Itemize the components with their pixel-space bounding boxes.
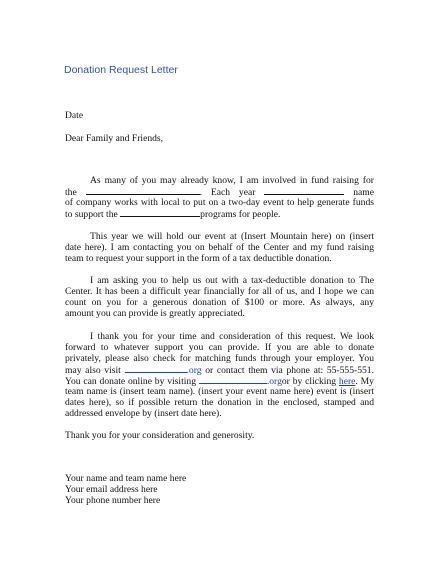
p4-line-7: dates here), so if possible return the donation in the enclosed, stamped and — [65, 397, 374, 408]
closing-thanks: Thank you for your consideration and generosity. — [65, 430, 255, 441]
p4-text-donate-online: You can donate online by visiting — [65, 376, 197, 387]
p1-line-1: As many of you may already know, I am involved in fund raising for — [90, 175, 374, 186]
p3-line-4: amount you can provide is greatly appreciated. — [65, 308, 245, 319]
p3-line-3: count on you for a generous donation of $100 or more. As always, any — [65, 297, 374, 308]
date-line: Date — [65, 110, 84, 121]
blank-program — [120, 208, 200, 217]
letter-title: Donation Request Letter — [64, 64, 178, 76]
org-link-2-blank[interactable] — [199, 375, 267, 384]
org-link-1-blank[interactable] — [125, 364, 187, 373]
org-link-1-text[interactable]: .org — [186, 365, 202, 376]
p2-line-1: This year we will hold our event at (Insert Mountain here) on (insert — [90, 231, 374, 242]
salutation: Dear Family and Friends, — [65, 133, 164, 144]
blank-company — [264, 186, 344, 195]
p4-line-1: I thank you for your time and consideration of this request. We look — [90, 331, 374, 342]
here-link[interactable]: here — [338, 376, 356, 387]
p4-line-2: forward to whatever support you can provide. If you are able to donate — [65, 342, 374, 353]
p1-text-support: to support the — [65, 209, 118, 220]
p4-text-visit: may also visit — [65, 365, 121, 376]
signature-email: Your email address here — [65, 484, 158, 495]
p1-text-programs: programs for people. — [200, 209, 281, 220]
p1-text-the: the — [65, 187, 77, 198]
p1-text-each-year: . Each year — [199, 187, 256, 198]
p4-text-clicking: or by clicking — [281, 376, 337, 387]
p4-text-my: . My — [355, 376, 374, 387]
p1-text-name: name — [353, 187, 374, 198]
p2-line-2: date here). I am contacting you on behalf of the Center and my fund raising — [65, 242, 374, 253]
p3-line-2: Center. It has been a difficult year financially for all of us, and I hope we can — [65, 286, 374, 297]
p4-line-3: privately, please also check for matching funds through your employer. You — [65, 353, 374, 364]
blank-organization — [86, 186, 200, 195]
signature-name: Your name and team name here — [65, 473, 187, 484]
org-link-2-text[interactable]: .org — [266, 376, 282, 387]
p3-line-1: I am asking you to help us out with a tax-deductible donation to The — [90, 275, 374, 286]
p4-text-phone: or contact them via phone at: 55-555-551. — [205, 365, 374, 376]
p4-line-8: addressed envelope by (insert date here). — [65, 408, 222, 419]
p1-line-4 — [65, 208, 374, 220]
p1-line-3: of company works with local to put on a two-day event to help generate funds — [65, 197, 374, 208]
p4-line-6: team name is (insert team name). (insert your event name here) event is (insert — [65, 386, 374, 397]
p2-line-3: team to request your support in the form of a tax deductible donation. — [65, 253, 332, 264]
signature-phone: Your phone number here — [65, 495, 161, 506]
